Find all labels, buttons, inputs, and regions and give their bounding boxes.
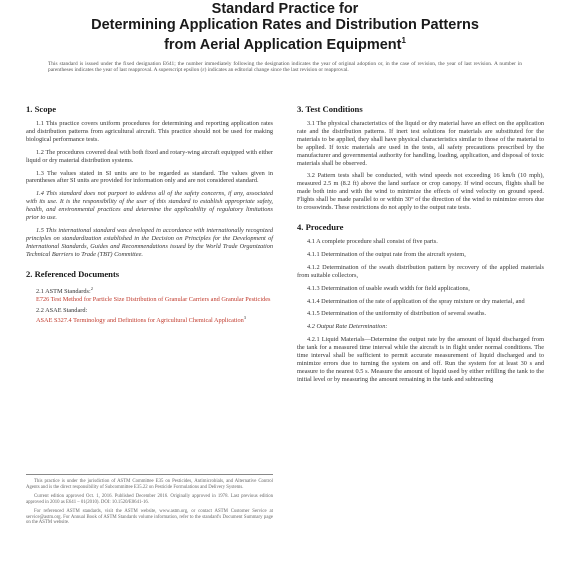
document-title — [26, 1, 544, 53]
paragraph-1-5: 1.5 This international standard was developed in accordance with internationally recognized principles on standardization established in the Decision on Principles for the Development of International Standards, Guides and Recommendations issued by the World Trade Organization Technical Barriers to Trade (TBT) Committee. — [26, 226, 273, 258]
section-heading-procedure: 4. Procedure — [297, 221, 344, 232]
paragraph-1-3: 1.3 The values stated in SI units are to be regarded as standard. The values given in parentheses after SI units are provided for information only and are not considered standard. — [26, 169, 273, 185]
ref-astm-standards — [26, 285, 273, 296]
paragraph-1-1: 1.1 This practice covers uniform procedures for determining and reporting application rates and distribution patterns from agricultural aircraft. This practice should not be used for making biological performance tests. — [26, 120, 273, 143]
title-line-3-text: from Aerial Application Equipment — [164, 36, 402, 53]
left-column — [26, 92, 273, 389]
preface-note: This standard is issued under the fixed designation E641; the number immediately following the designation indicates the year of original adoption or, in the case of revision, the year of last revision. A number in parentheses indicates the year of last reapproval. A superscript epsilon (ε) indicates an editorial change since the last revision or reapproval. — [48, 60, 522, 74]
paragraph-3-1: 3.1 The physical characteristics of the liquid or dry material have an effect on the application rate and the distribution patterns. If inert test solutions for materials are substituted for the materials to be applied, they shall have physical characteristics similar to those of the material to be applied. If toxic materials are used in the tests, all safety precautions prescribed by the manufacturer and governmental authority for handling, loading, application, and disposal of toxic materials shall be observed. — [297, 120, 544, 167]
paragraph-4-2: 4.2 Output Rate Determination: — [307, 323, 388, 331]
ref-asae-sup: 3 — [243, 315, 246, 321]
paragraph-4-1-3: 4.1.3 Determination of usable swath width for field applications, — [307, 284, 470, 292]
footnote-1-edition: Current edition approved Oct. 1, 2016. Published December 2016. Originally approved in 1978. Last previous edition approved in 2010 as E641 – 01(2010). DOI: 10.1520/E0641-16. — [26, 493, 273, 505]
title-line-1: Standard Practice for — [211, 1, 359, 17]
two-column-body — [26, 92, 544, 389]
footnotes-block — [26, 474, 273, 529]
paragraph-4-1-2: 4.1.2 Determination of the swath distribution pattern by recovery of the applied materials from suitable collectors, — [297, 263, 544, 279]
paragraph-4-2-1: 4.2.1 Liquid Materials—Determine the output rate by the amount of liquid discharged from the tank for a measured time interval while the aircraft is in flight under normal conditions. The time interval shall be sufficient to permit accurate measurement of liquid discharged and to minimize errors due to turning the system on and off. Run the system for at least 30 s and measure to the nearest 0.5 s. Measure the amount of liquid used by either refilling the tank to the initial level or by measuring the amount remaining in the tank and subtracting — [297, 336, 544, 383]
paragraph-1-2: 1.2 The procedures covered deal with both fixed and rotary-wing aircraft equipped with either liquid or dry material distribution systems. — [26, 148, 273, 164]
ref-asae-standard: 2.2 ASAE Standard: — [36, 306, 88, 314]
title-footnote-mark: 1 — [401, 36, 406, 45]
title-line-2: Determining Application Rates and Distribution Patterns — [91, 17, 479, 33]
paragraph-1-4: 1.4 This standard does not purport to address all of the safety concerns, if any, associated with its use. It is the responsibility of the user of this standard to establish appropriate safety, health, and environmental practices and determine the applicability of regulatory limitations prior to use. — [26, 190, 273, 222]
paragraph-4-1-4: 4.1.4 Determination of the rate of application of the spray mixture or dry material, and — [307, 297, 525, 305]
ref-link-e726[interactable]: E726 Test Method for Particle Size Distribution of Granular Carriers and Granular Pesticides — [36, 295, 271, 303]
ref-link-asae-s327-text[interactable]: ASAE S327.4 Terminology and Definitions for Agricultural Chemical Application — [36, 317, 244, 325]
paragraph-4-1: 4.1 A complete procedure shall consist of five parts. — [307, 237, 438, 245]
footnote-1: This practice is under the jurisdiction of ASTM Committee E35 on Pesticides, Antimicrobials, and Alternative Control Agents and is the direct responsibility of Subcommittee E35.22 on Pesticide Formulations and Delivery Systems. — [26, 479, 273, 490]
section-heading-referenced-documents: 2. Referenced Documents — [26, 268, 120, 279]
ref-astm-sup: 2 — [90, 285, 94, 291]
section-heading-scope: 1. Scope — [26, 104, 57, 114]
title-line-3 — [26, 33, 544, 53]
ref-astm-standards-text: 2.1 ASTM Standards: — [36, 287, 91, 295]
ref-link-asae-s327[interactable] — [26, 314, 273, 325]
section-heading-test-conditions: 3. Test Conditions — [297, 104, 363, 114]
paragraph-3-2: 3.2 Pattern tests shall be conducted, with wind speeds not exceeding 16 km/h (10 mph), measured 2.5 m (8.2 ft) above the land surface or crop canopy. If wind occurs, flights shall be made both into and with the wind to minimize the effects of wind velocity on ground speed. Flights shall be made parallel to or within 30° of the direction of the wind to minimize errors due to crosswinds. These restrictions do not apply to the output rate tests. — [297, 172, 544, 212]
right-column — [297, 92, 544, 389]
paragraph-4-1-5: 4.1.5 Determination of the uniformity of distribution of several swaths. — [307, 310, 487, 318]
footnote-2: For referenced ASTM standards, visit the ASTM website, www.astm.org, or contact ASTM Customer Service at service@astm.org. For Annual Book of ASTM Standards volume information, refer to the standard's Document Summary page on the ASTM website. — [26, 508, 273, 526]
paragraph-4-1-1: 4.1.1 Determination of the output rate from the aircraft system, — [307, 250, 466, 258]
